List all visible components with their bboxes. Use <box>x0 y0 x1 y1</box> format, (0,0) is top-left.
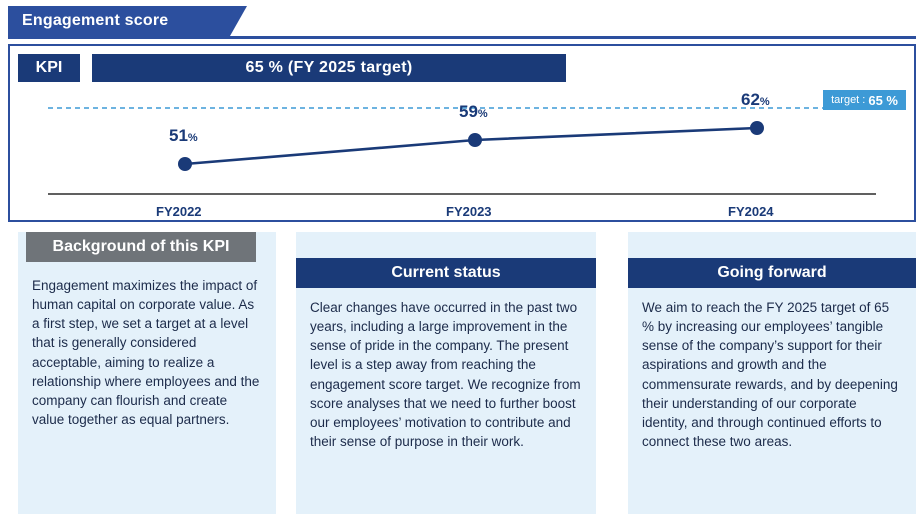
data-label-fy2024: 62% <box>741 90 770 109</box>
line-chart <box>10 86 914 220</box>
current-status-body: Clear changes have occurred in the past two years, including a large improvement in the sense of pride in the company. The present level is a step away from reaching the engagement score target. We recognize from score analyses that we need to further boost our employees’ motivation to contribute and their sense of purpose in their work. <box>310 300 581 450</box>
target-chip-label: target : <box>831 94 866 106</box>
kpi-badge: KPI <box>18 54 80 82</box>
current-status-heading: Current status <box>296 258 596 288</box>
background-column-heading: Background of this KPI <box>26 232 256 262</box>
background-column-body: Engagement maximizes the impact of human capital on corporate value. As a first step, we set a target at a level that is generally considered acceptable, aiming to realize a relationship where employees and the company can flourish and create value together as equal partners. <box>32 278 260 428</box>
header-divider <box>8 36 916 39</box>
x-tick-fy2024: FY2024 <box>728 204 774 219</box>
x-tick-fy2022: FY2022 <box>156 204 202 219</box>
data-point-fy2022 <box>178 157 192 171</box>
page-title: Engagement score <box>22 12 169 29</box>
kpi-statement-bar: 65 % (FY 2025 target) <box>92 54 566 82</box>
x-tick-fy2023: FY2023 <box>446 204 492 219</box>
data-label-fy2023: 59% <box>459 102 488 121</box>
series-line <box>185 128 757 164</box>
background-column <box>18 232 276 514</box>
section-header-tab <box>8 6 230 36</box>
data-point-fy2023 <box>468 133 482 147</box>
kpi-chart-panel <box>8 44 916 222</box>
data-label-fy2022: 51% <box>169 126 198 145</box>
going-forward-body: We aim to reach the FY 2025 target of 65 % by increasing our employees’ tangible sense of the company’s support for their aspirations and growth and the commensurate rewards, and by deepening their understanding of our corporate identity, and through continued efforts to connect these two areas. <box>642 300 898 450</box>
current-status-column <box>296 232 596 514</box>
target-chip-value: 65 % <box>868 92 898 108</box>
header-tab-corner <box>230 6 247 36</box>
data-point-fy2024 <box>750 121 764 135</box>
going-forward-heading: Going forward <box>628 258 916 288</box>
going-forward-column <box>628 232 916 514</box>
